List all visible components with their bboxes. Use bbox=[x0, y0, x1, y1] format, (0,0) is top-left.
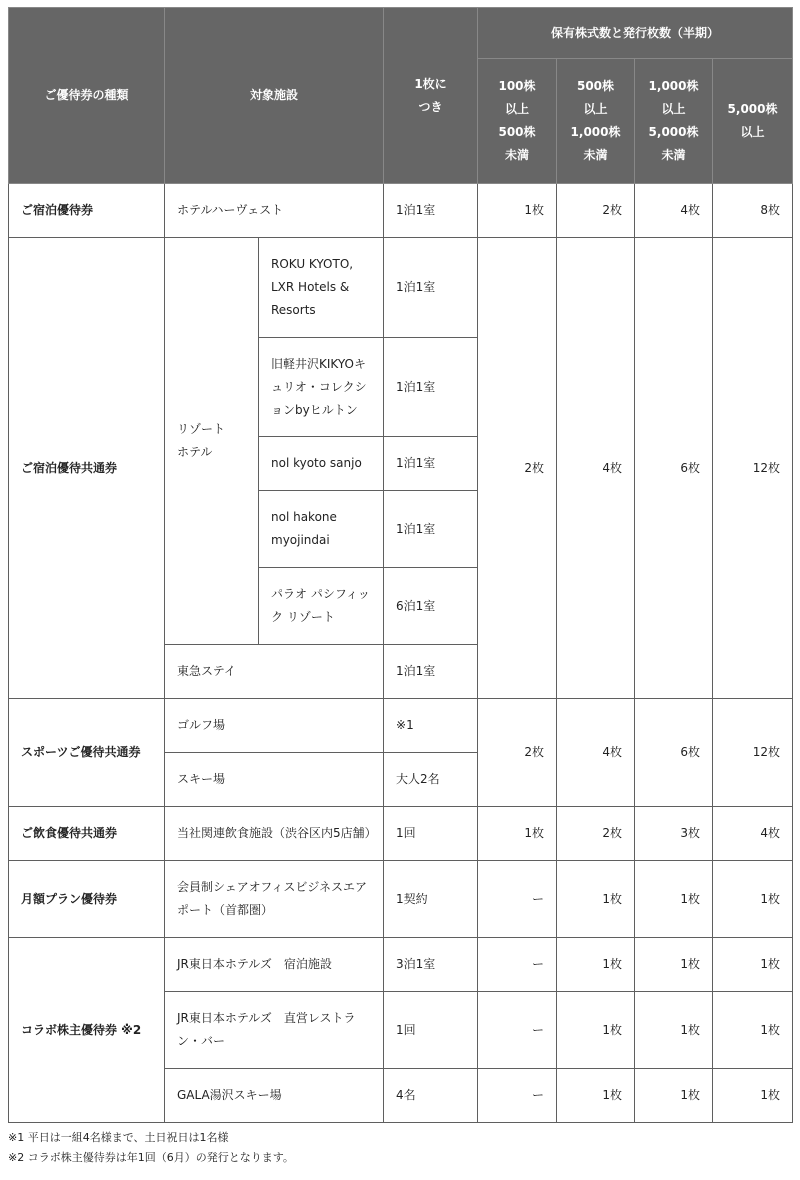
tier-line: 5,000株 bbox=[648, 125, 699, 139]
count-cell: 6枚 bbox=[635, 238, 713, 699]
header-tier-3 bbox=[635, 59, 713, 184]
facility-line: Resorts bbox=[271, 303, 316, 317]
facility-cell bbox=[259, 568, 384, 645]
header-per-ticket bbox=[384, 8, 478, 184]
facility-line: 旧軽井沢KIKYOキ bbox=[271, 356, 366, 371]
count-cell: 1枚 bbox=[713, 992, 793, 1069]
facility-line: ポート（首都圏） bbox=[177, 903, 274, 917]
tier-line: 以上 bbox=[661, 102, 686, 116]
count-cell: 2枚 bbox=[478, 699, 557, 807]
unit-cell: 4名 bbox=[384, 1069, 478, 1123]
count-cell: 2枚 bbox=[478, 238, 557, 699]
tier-line: 未満 bbox=[661, 148, 686, 162]
facility-line: ン・バー bbox=[177, 1034, 226, 1048]
table-row bbox=[9, 807, 793, 861]
header-tier-1 bbox=[478, 59, 557, 184]
group-line: ホテル bbox=[177, 445, 213, 459]
type-cell: ご宿泊優待共通券 bbox=[9, 238, 165, 699]
count-cell: 4枚 bbox=[557, 699, 635, 807]
facility-line: myojindai bbox=[271, 533, 330, 547]
tier-line: 未満 bbox=[583, 148, 608, 162]
group-line: リゾート bbox=[177, 422, 226, 436]
footnote-2: ※2 コラボ株主優待券は年1回（6月）の発行となります。 bbox=[8, 1151, 294, 1164]
count-cell: 1枚 bbox=[713, 861, 793, 938]
count-cell: 12枚 bbox=[713, 699, 793, 807]
unit-cell: 大人2名 bbox=[384, 753, 478, 807]
facility-line: LXR Hotels & bbox=[271, 280, 350, 294]
count-cell: 1枚 bbox=[557, 992, 635, 1069]
facility-line: ROKU KYOTO, bbox=[271, 257, 354, 271]
count-cell: 1枚 bbox=[478, 184, 557, 238]
unit-cell: 1泊1室 bbox=[384, 437, 478, 491]
table-row bbox=[9, 938, 793, 992]
count-cell: 8枚 bbox=[713, 184, 793, 238]
group-cell bbox=[165, 238, 259, 645]
tier-line: 以上 bbox=[583, 102, 608, 116]
tier-line: 5,000株 bbox=[727, 102, 778, 116]
table-row bbox=[9, 238, 793, 338]
facility-line: ョンbyヒルトン bbox=[271, 402, 358, 417]
table-row bbox=[9, 861, 793, 938]
benefits-table bbox=[8, 7, 793, 1123]
table-row bbox=[9, 184, 793, 238]
tier-line: 未満 bbox=[505, 148, 530, 162]
facility-cell: ゴルフ場 bbox=[165, 699, 384, 753]
count-cell: 2枚 bbox=[557, 184, 635, 238]
count-cell: ー bbox=[478, 1069, 557, 1123]
facility-line: nol hakone bbox=[271, 510, 337, 524]
count-cell: 4枚 bbox=[713, 807, 793, 861]
count-cell: 1枚 bbox=[557, 938, 635, 992]
count-cell: 1枚 bbox=[713, 938, 793, 992]
facility-cell bbox=[165, 992, 384, 1069]
count-cell: 4枚 bbox=[635, 184, 713, 238]
footnotes bbox=[8, 1128, 294, 1168]
count-cell: ー bbox=[478, 938, 557, 992]
tier-line: 100株 bbox=[498, 79, 536, 93]
header-per-ticket-line2: つき bbox=[418, 99, 443, 114]
header-tier-4 bbox=[713, 59, 793, 184]
header-holdings: 保有株式数と発行枚数（半期） bbox=[478, 8, 793, 59]
count-cell: 1枚 bbox=[557, 1069, 635, 1123]
tier-line: 1,000株 bbox=[570, 125, 621, 139]
count-cell: 1枚 bbox=[635, 992, 713, 1069]
facility-cell: GALA湯沢スキー場 bbox=[165, 1069, 384, 1123]
facility-cell bbox=[165, 861, 384, 938]
facility-line: パラオ パシフィッ bbox=[271, 587, 370, 601]
facility-cell bbox=[259, 338, 384, 437]
type-cell: スポーツご優待共通券 bbox=[9, 699, 165, 807]
count-cell: 3枚 bbox=[635, 807, 713, 861]
count-cell: 1枚 bbox=[478, 807, 557, 861]
header-facility: 対象施設 bbox=[165, 8, 384, 184]
facility-cell: ホテルハーヴェスト bbox=[165, 184, 384, 238]
tier-line: 以上 bbox=[740, 125, 765, 139]
tier-line: 500株 bbox=[576, 79, 615, 93]
facility-line: ュリオ・コレクシ bbox=[271, 379, 367, 394]
facility-cell bbox=[259, 238, 384, 338]
tier-line: 500株 bbox=[498, 125, 536, 139]
count-cell: 12枚 bbox=[713, 238, 793, 699]
count-cell: 1枚 bbox=[635, 861, 713, 938]
count-cell: 6枚 bbox=[635, 699, 713, 807]
unit-cell: 1泊1室 bbox=[384, 491, 478, 568]
count-cell: 4枚 bbox=[557, 238, 635, 699]
header-per-ticket-line1: 1枚に bbox=[414, 76, 447, 91]
facility-cell: nol kyoto sanjo bbox=[259, 437, 384, 491]
unit-cell: 1契約 bbox=[384, 861, 478, 938]
facility-cell: 当社関連飲食施設（渋谷区内5店舗） bbox=[165, 807, 384, 861]
facility-cell: 東急ステイ bbox=[165, 645, 384, 699]
count-cell: 1枚 bbox=[635, 938, 713, 992]
facility-line: ク リゾート bbox=[271, 610, 335, 624]
unit-cell: ※1 bbox=[384, 699, 478, 753]
facility-line: 会員制シェアオフィスビジネスエア bbox=[177, 880, 367, 894]
unit-cell: 1泊1室 bbox=[384, 338, 478, 437]
unit-cell: 1泊1室 bbox=[384, 238, 478, 338]
count-cell: 2枚 bbox=[557, 807, 635, 861]
facility-cell bbox=[259, 491, 384, 568]
count-cell: 1枚 bbox=[713, 1069, 793, 1123]
type-cell: ご飲食優待共通券 bbox=[9, 807, 165, 861]
header-tier-2 bbox=[557, 59, 635, 184]
facility-cell: JR東日本ホテルズ 宿泊施設 bbox=[165, 938, 384, 992]
unit-cell: 1回 bbox=[384, 807, 478, 861]
type-cell: ご宿泊優待券 bbox=[9, 184, 165, 238]
count-cell: ー bbox=[478, 861, 557, 938]
count-cell: 1枚 bbox=[557, 861, 635, 938]
count-cell: 1枚 bbox=[635, 1069, 713, 1123]
unit-cell: 3泊1室 bbox=[384, 938, 478, 992]
header-type: ご優待券の種類 bbox=[9, 8, 165, 184]
tier-line: 以上 bbox=[505, 102, 530, 116]
unit-cell: 6泊1室 bbox=[384, 568, 478, 645]
type-cell: コラボ株主優待券 ※2 bbox=[9, 938, 165, 1123]
count-cell: ー bbox=[478, 992, 557, 1069]
tier-line: 1,000株 bbox=[648, 79, 699, 93]
facility-cell: スキー場 bbox=[165, 753, 384, 807]
unit-cell: 1回 bbox=[384, 992, 478, 1069]
unit-cell: 1泊1室 bbox=[384, 184, 478, 238]
unit-cell: 1泊1室 bbox=[384, 645, 478, 699]
facility-line: JR東日本ホテルズ 直営レストラ bbox=[177, 1011, 356, 1025]
footnote-1: ※1 平日は一組4名様まで、土日祝日は1名様 bbox=[8, 1131, 229, 1144]
type-cell: 月額プラン優待券 bbox=[9, 861, 165, 938]
table-row bbox=[9, 699, 793, 753]
